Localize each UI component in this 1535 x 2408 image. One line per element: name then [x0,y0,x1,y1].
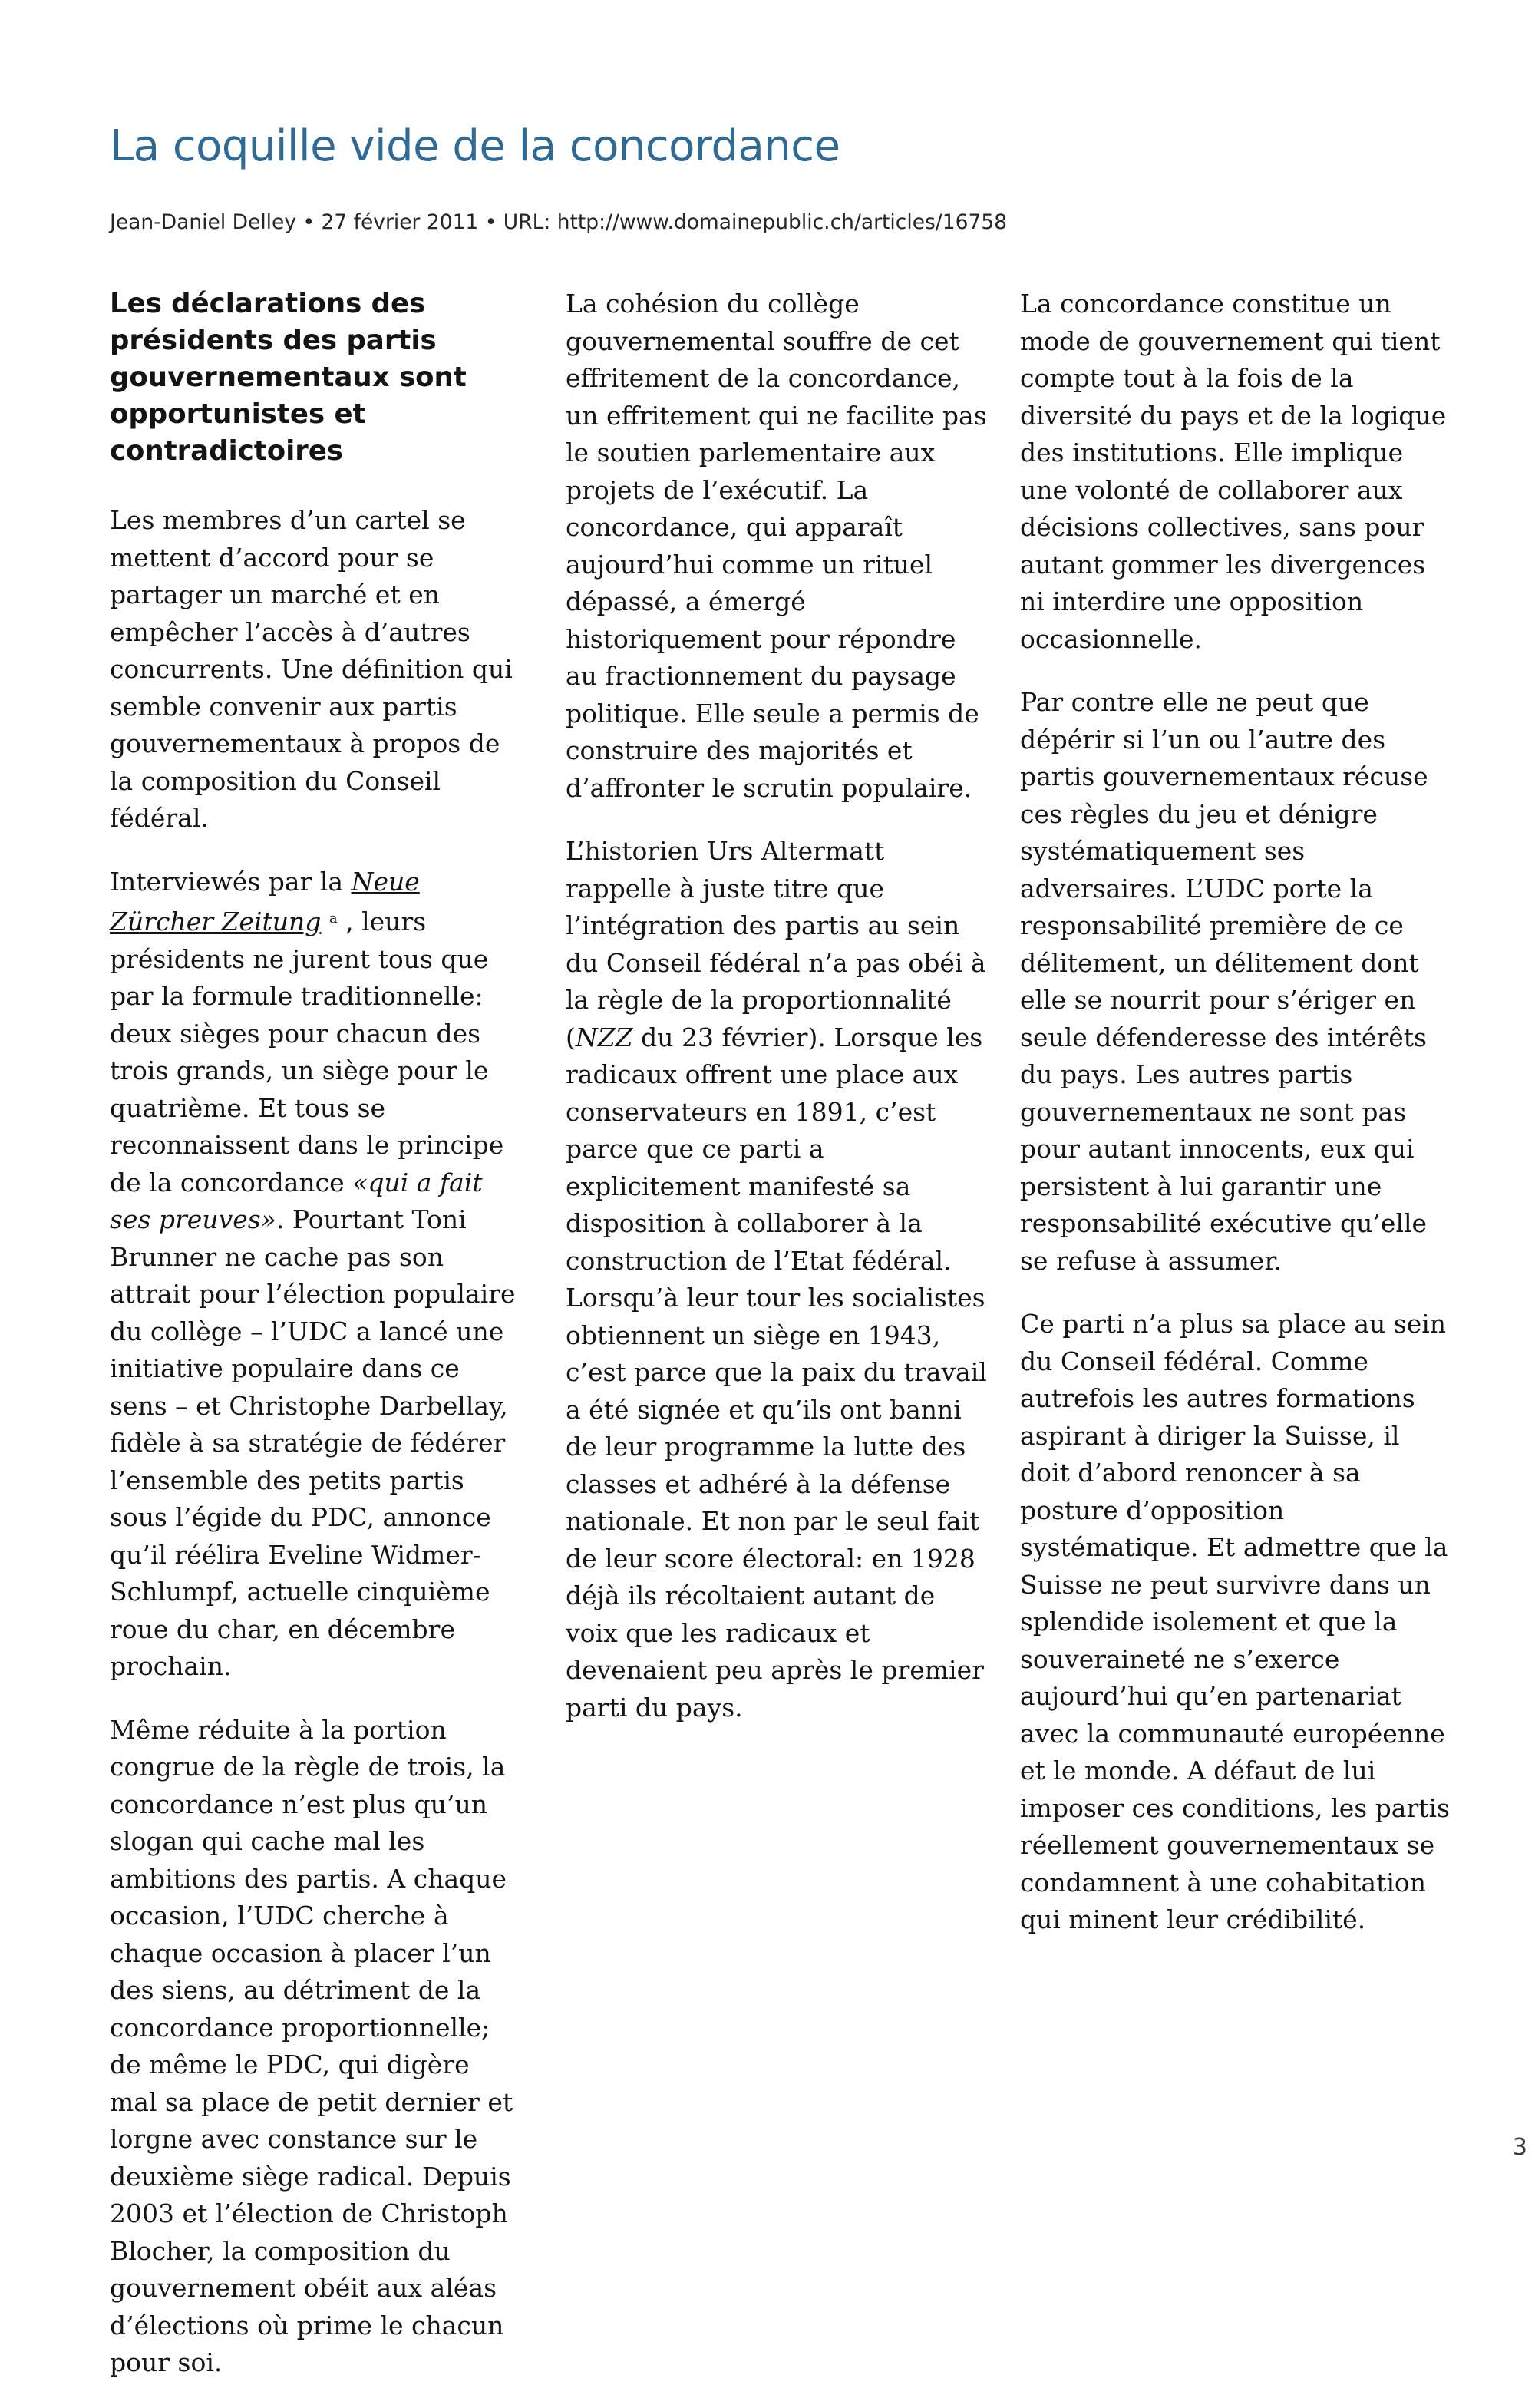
article-meta: Jean-Daniel Delley • 27 février 2011 • URL: http://www.domainepublic.ch/articles/16758 [110,210,1008,234]
column-3 [1020,286,1450,1965]
column-2 [566,286,992,1752]
nzz-link[interactable]: Neue Zürcher Zeitung [110,866,420,936]
paragraph-8: Ce parti n’a plus sa place au sein du Conseil fédéral. Comme autrefois les autres formations aspirant à diriger la Suisse, il doit d’abord renoncer à sa posture d’opposition systématique. Et admettre que la Suisse ne peut survivre dans un splendide isolement et que la souveraineté ne s’exerce aujourd’hui qu’en partenariat avec la communauté européenne et le monde. A défaut de lui imposer ces conditions, les partis réellement gouvernementaux se condamnent à une cohabitation qui minent leur crédibilité. [1020,1309,1450,1934]
page-number: 3 [1512,2134,1527,2161]
paragraph-6: La concordance constitue un mode de gouvernement qui tient compte tout à la fois de la diversité du pays et de la logique des institutions. Elle implique une volonté de collaborer aux décisions collectives, sans pour autant gommer les divergences ni interdire une opposition occasionnelle. [1020,289,1447,654]
nzz-abbrev: NZZ [575,1022,633,1052]
footnote-marker[interactable]: a [328,910,338,927]
paragraph-3: Même réduite à la portion congrue de la règle de trois, la concordance n’est plus qu’un slogan qui cache mal les ambitions des partis. A chaque occasion, l’UDC cherche à chaque occasion à placer l’un des siens, au détriment de la concordance proportionnelle; de même le PDC, qui digère mal sa place de petit dernier et lorgne avec constance sur le deuxième siège radical. Depuis 2003 et l’élection de Christoph Blocher, la composition du gouvernement obéit aux aléas d’élections où prime le chacun pour soi. [110,1714,513,2377]
column-1 [110,286,517,2408]
paragraph-2: Interviewés par la Neue Zürcher Zeitung $^a$ , leurs présidents ne jurent tous que par la formule traditionnelle: deux sièges pour chacun des trois grands, un siège pour le quatrième. Et tous se reconnaissent dans le principe de la concordance «qui a fait ses preuves». Pourtant Toni Brunner ne cache pas son attrait pour l’élection populaire du collège – l’UDC a lancé une initiative populaire dans ce sens – et Christophe Darbellay, fidèle à sa stratégie de fédérer l’ensemble des petits partis sous l’égide du PDC, annonce qu’il réélira Eveline Widmer-Schlumpf, actuelle cinquième roue du char, en décembre prochain. [110,866,516,1681]
paragraph-5: L’historien Urs Altermatt rappelle à juste titre que l’intégration des partis au sein du Conseil fédéral n’a pas obéi à la règle de la proportionnalité (NZZ du 23 février). Lorsque les radicaux offrent une place aux conservateurs en 1891, c’est parce que ce parti a explicitement manifesté sa disposition à collaborer à la construction de l’Etat fédéral. Lorsqu’à leur tour les socialistes obtiennent un siège en 1943, c’est parce que la paix du travail a été signée et qu’ils ont banni de leur programme la lutte des classes et adhéré à la défense nationale. Et non par le seul fait de leur score électoral: en 1928 déjà ils récoltaient autant de voix que les radicaux et devenaient peu après le premier parti du pays. [566,836,987,1723]
article-title: La coquille vide de la concordance [110,121,840,171]
paragraph-7: Par contre elle ne peut que dépérir si l’un ou l’autre des partis gouvernementaux récuse ces règles du jeu et dénigre systématiquement ses adversaires. L’UDC porte la responsabilité première de ce délitement, un délitement dont elle se nourrit pour s’ériger en seule défenderesse des intérêts du pays. Les autres partis gouvernementaux ne sont pas pour autant innocents, eux qui persistent à lui garantir une responsabilité exécutive qu’elle se refuse à assumer. [1020,687,1428,1276]
article-lead: Les déclarations des présidents des partis gouvernementaux sont opportunistes et contradictoires [110,288,467,467]
paragraph-1: Les membres d’un cartel se mettent d’accord pour se partager un marché et en empêcher l’accès à d’autres concurrents. Une définition qui semble convenir aux partis gouvernementaux à propos de la composition du Conseil fédéral. [110,505,513,833]
quote: «qui a fait ses preuves» [110,1167,483,1234]
paragraph-4: La cohésion du collège gouvernemental souffre de cet effritement de la concordance, un effritement qui ne facilite pas le soutien parlementaire aux projets de l’exécutif. La concordance, qui apparaît aujourd’hui comme un rituel dépassé, a émergé historiquement pour répondre au fractionnement du paysage politique. Elle seule a permis de construire des majorités et d’affronter le scrutin populaire. [566,289,987,803]
